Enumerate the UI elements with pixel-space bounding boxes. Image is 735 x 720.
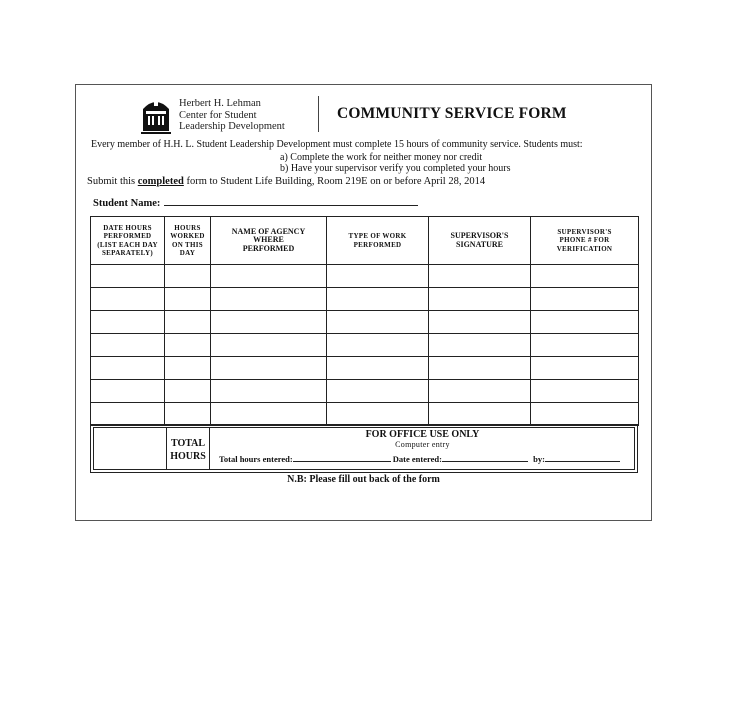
submit-after: form to Student Life Building, Room 219E on or before April 28, 2014 bbox=[183, 176, 486, 187]
header-line: SUPERVISOR'S bbox=[450, 231, 509, 240]
work-type-cell[interactable] bbox=[327, 380, 429, 403]
header-line: PERFORMED bbox=[353, 240, 402, 249]
header-line: SIGNATURE bbox=[456, 239, 503, 249]
work-type-cell[interactable] bbox=[327, 311, 429, 334]
signature-cell[interactable] bbox=[429, 311, 531, 334]
date-cell[interactable] bbox=[91, 311, 165, 334]
header-line: VERIFICATION bbox=[556, 244, 613, 253]
hours-cell[interactable] bbox=[165, 380, 211, 403]
total-hours-label-line-2: HOURS bbox=[170, 451, 206, 462]
student-name-label: Student Name: bbox=[93, 198, 161, 209]
requirement-a: a) Complete the work for neither money nor credit bbox=[280, 152, 483, 163]
header-agency bbox=[211, 217, 327, 265]
student-name-row bbox=[93, 196, 418, 209]
submit-instructions bbox=[87, 176, 485, 187]
signature-cell[interactable] bbox=[429, 265, 531, 288]
header-line: NAME OF AGENCY bbox=[231, 226, 306, 236]
table-row bbox=[91, 311, 639, 334]
header-line: HOURS bbox=[174, 223, 201, 232]
by-field[interactable] bbox=[545, 453, 620, 462]
signature-cell[interactable] bbox=[429, 357, 531, 380]
table-row bbox=[91, 380, 639, 403]
table-body bbox=[91, 265, 639, 426]
header-hours-worked bbox=[165, 217, 211, 265]
date-cell[interactable] bbox=[91, 380, 165, 403]
total-entered-label: Total hours entered: bbox=[219, 454, 293, 464]
header-line: DAY bbox=[179, 249, 196, 257]
work-type-cell[interactable] bbox=[327, 288, 429, 311]
header-line: DATE HOURS bbox=[103, 223, 152, 232]
header-divider bbox=[318, 96, 319, 132]
header-line: SEPARATELY) bbox=[101, 249, 153, 257]
phone-cell[interactable] bbox=[531, 403, 639, 426]
agency-cell[interactable] bbox=[211, 403, 327, 426]
date-cell[interactable] bbox=[91, 357, 165, 380]
office-entry-line bbox=[219, 453, 620, 464]
phone-cell[interactable] bbox=[531, 380, 639, 403]
phone-cell[interactable] bbox=[531, 357, 639, 380]
header-line: PERFORMED bbox=[242, 243, 295, 253]
header-line: (LIST EACH DAY bbox=[97, 240, 158, 249]
agency-cell[interactable] bbox=[211, 288, 327, 311]
requirement-b: b) Have your supervisor verify you completed your hours bbox=[280, 163, 511, 174]
hours-cell[interactable] bbox=[165, 288, 211, 311]
logo-line-1: Herbert H. Lehman bbox=[179, 98, 261, 109]
header-line: ON THIS bbox=[172, 240, 203, 249]
office-use-subtitle: Computer entry bbox=[395, 440, 450, 449]
agency-cell[interactable] bbox=[211, 334, 327, 357]
agency-cell[interactable] bbox=[211, 311, 327, 334]
office-use-inner bbox=[93, 427, 635, 470]
header-supervisor-signature bbox=[429, 217, 531, 265]
hours-cell[interactable] bbox=[165, 265, 211, 288]
signature-cell[interactable] bbox=[429, 403, 531, 426]
table-row bbox=[91, 288, 639, 311]
header-line: PHONE # FOR bbox=[559, 236, 610, 245]
date-entered-label: Date entered: bbox=[392, 454, 442, 464]
total-hours-label-line-1: TOTAL bbox=[170, 438, 206, 449]
table-row bbox=[91, 403, 639, 426]
intro-text: Every member of H.H. L. Student Leadership Development must complete 15 hours of community service. Students must: bbox=[91, 139, 583, 150]
signature-cell[interactable] bbox=[429, 288, 531, 311]
header-type-of-work bbox=[327, 217, 429, 265]
student-name-field[interactable] bbox=[164, 196, 418, 206]
office-use-box bbox=[90, 424, 638, 473]
work-type-cell[interactable] bbox=[327, 403, 429, 426]
agency-cell[interactable] bbox=[211, 265, 327, 288]
agency-cell[interactable] bbox=[211, 380, 327, 403]
header-supervisor-phone bbox=[531, 217, 639, 265]
table-header-row bbox=[91, 217, 639, 265]
date-entered-field[interactable] bbox=[442, 453, 528, 462]
form-sheet bbox=[75, 84, 652, 521]
by-label: by: bbox=[533, 454, 545, 464]
logo-text bbox=[179, 98, 285, 133]
submit-before: Submit this bbox=[87, 176, 138, 187]
header-line: PERFORMED bbox=[103, 232, 152, 240]
hours-cell[interactable] bbox=[165, 403, 211, 426]
hours-cell[interactable] bbox=[165, 334, 211, 357]
office-use-title: FOR OFFICE USE ONLY bbox=[365, 429, 480, 440]
total-entered-field[interactable] bbox=[293, 453, 391, 462]
hours-cell[interactable] bbox=[165, 357, 211, 380]
service-log-table bbox=[90, 216, 639, 426]
logo-line-2: Center for Student bbox=[179, 109, 257, 121]
date-cell[interactable] bbox=[91, 334, 165, 357]
submit-emphasis: completed bbox=[137, 176, 184, 187]
footer-note: N.B: Please fill out back of the form bbox=[287, 474, 440, 485]
header-line: WHERE bbox=[253, 235, 284, 245]
work-type-cell[interactable] bbox=[327, 334, 429, 357]
header-line: SUPERVISOR'S bbox=[557, 227, 612, 236]
header-date-hours bbox=[91, 217, 165, 265]
date-cell[interactable] bbox=[91, 288, 165, 311]
logo-line-3: Leadership Development bbox=[179, 121, 285, 132]
building-icon bbox=[141, 97, 171, 134]
office-entry-area bbox=[211, 428, 634, 469]
table-row bbox=[91, 334, 639, 357]
hours-cell[interactable] bbox=[165, 311, 211, 334]
header-line: TYPE OF WORK bbox=[348, 232, 407, 240]
table-row bbox=[91, 265, 639, 288]
work-type-cell[interactable] bbox=[327, 357, 429, 380]
table-row bbox=[91, 357, 639, 380]
signature-cell[interactable] bbox=[429, 380, 531, 403]
date-cell[interactable] bbox=[91, 265, 165, 288]
work-type-cell[interactable] bbox=[327, 265, 429, 288]
phone-cell[interactable] bbox=[531, 334, 639, 357]
phone-cell[interactable] bbox=[531, 265, 639, 288]
office-blank-cell[interactable] bbox=[94, 428, 167, 469]
header-line: WORKED bbox=[170, 232, 205, 240]
total-hours-label bbox=[167, 428, 210, 469]
lehman-logo bbox=[141, 97, 301, 137]
phone-cell[interactable] bbox=[531, 288, 639, 311]
phone-cell[interactable] bbox=[531, 311, 639, 334]
form-title: COMMUNITY SERVICE FORM bbox=[337, 105, 567, 122]
signature-cell[interactable] bbox=[429, 334, 531, 357]
agency-cell[interactable] bbox=[211, 357, 327, 380]
date-cell[interactable] bbox=[91, 403, 165, 426]
